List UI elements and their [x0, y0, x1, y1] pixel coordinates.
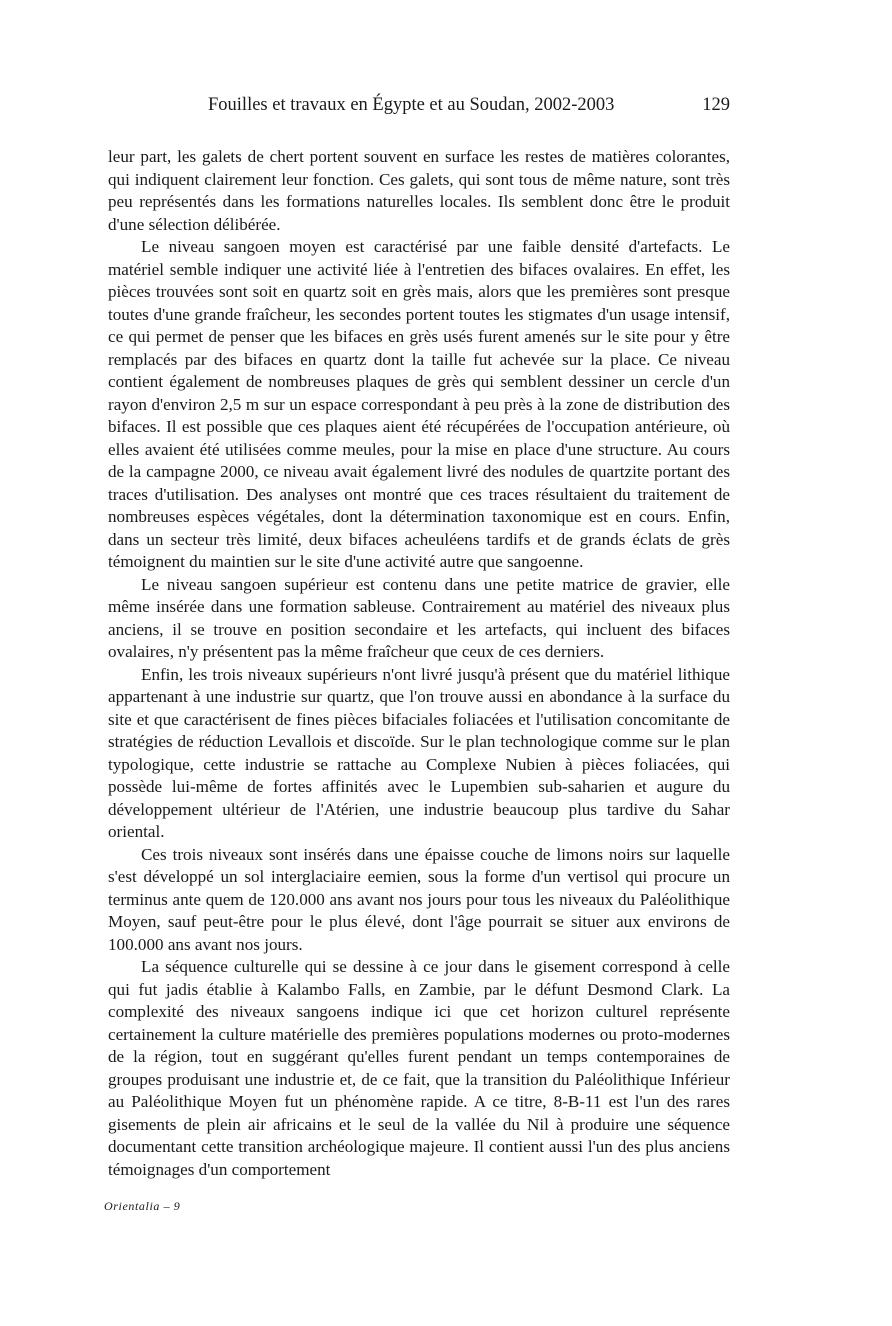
journal-running-title: Fouilles et travaux en Égypte et au Soudan, 2002-2003 — [208, 95, 615, 115]
paragraph-6: La séquence culturelle qui se dessine à ce jour dans le gisement correspond à celle qui fut jadis établie à Kalambo Falls, en Zambie, par le défunt Desmond Clark. La complexité des niveaux sangoens indique ici que cet horizon culturel représente certainement la culture matérielle des premières populations modernes ou proto-modernes de la région, tout en suggérant qu'elles furent pendant un temps contemporaines de groupes produisant une industrie et, de ce fait, que la transition du Paléolithique Inférieur au Paléolithique Moyen fut un phénomène rapide. A ce titre, 8-B-11 est l'un des rares gisements de plein air africains et le seul de la vallée du Nil à produire une séquence documentant cette transition archéologique majeure. Il contient aussi l'un des plus anciens témoignages d'un comportement — [108, 957, 730, 1179]
paragraph-2: Le niveau sangoen moyen est caractérisé par une faible densité d'artefacts. Le matériel semble indiquer une activité liée à l'entretien des bifaces ovalaires. En effet, les pièces trouvées sont soit en quartz soit en grès mais, alors que les premières sont presque toutes d'une grande fraîcheur, les secondes portent toutes les stigmates d'un usage intensif, ce qui permet de penser que les bifaces en grès usés furent amenés sur le site pour y être remplacés par des bifaces en quartz dont la taille fut achevée sur la place. Ce niveau contient également de nombreuses plaques de grès qui semblent dessiner un cercle d'un rayon d'environ 2,5 m sur un espace correspondant à peu près à la zone de distribution des bifaces. Il est possible que ces plaques aient été récupérées de l'occupation antérieure, où elles avaient été utilisées comme meules, pour la mise en place d'une structure. Au cours de la campagne 2000, ce niveau avait également livré des nodules de quartzite portant des traces d'utilisation. Des analyses ont montré que ces traces résultaient du traitement de nombreuses espèces végétales, dont la détermination taxonomique est en cours. Enfin, dans un secteur très limité, deux bifaces acheuléens tardifs et de grands éclats de grès témoignent du maintien sur le site d'une activité autre que sangoenne. — [108, 237, 730, 571]
paragraph-5: Ces trois niveaux sont insérés dans une épaisse couche de limons noirs sur laquelle s'est développé un sol interglaciaire eemien, sous la forme d'un vertisol qui procure un terminus ante quem de 120.000 ans avant nos jours pour tous les niveaux du Paléolithique Moyen, sauf peut-être pour le plus élevé, dont l'âge pourrait se situer aux environs de 100.000 ans avant nos jours. — [108, 844, 730, 954]
signature-mark: Orientalia – 9 — [104, 1199, 181, 1213]
paragraph-4: Enfin, les trois niveaux supérieurs n'ont livré jusqu'à présent que du matériel lithique appartenant à une industrie sur quartz, que l'on trouve aussi en abondance à la surface du site et que caractérisent de fines pièces bifaciales foliacées et l'utilisation concomitante de stratégies de réduction Levallois et discoïde. Sur le plan technologique comme sur le plan typologique, cette industrie se rattache au Complexe Nubien à pièces foliacées, qui possède lui-même de fortes affinités avec le Lupembien sub-saharien et augure du développement ultérieur de l'Atérien, une industrie beaucoup plus tardive du Sahar oriental. — [108, 664, 730, 841]
paragraph-3: Le niveau sangoen supérieur est contenu dans une petite matrice de gravier, elle même insérée dans une formation sableuse. Contrairement au matériel des niveaux plus anciens, il se trouve en position secondaire et les artefacts, qui incluent des bifaces ovalaires, n'y présentent pas la même fraîcheur que ceux de ces derniers. — [108, 574, 730, 661]
page-number: 129 — [702, 95, 730, 115]
body-text — [108, 146, 730, 1181]
paragraph-1: leur part, les galets de chert portent souvent en surface les restes de matières colorantes, qui indiquent clairement leur fonction. Ces galets, qui sont tous de même nature, sont très peu représentés dans les formations naturelles locales. Ils semblent donc être le produit d'une sélection délibérée. — [108, 147, 730, 234]
